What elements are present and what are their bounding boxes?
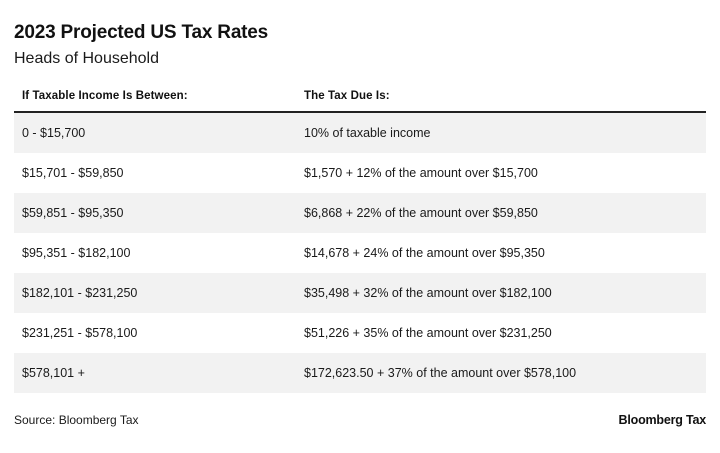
table-row xyxy=(14,153,706,193)
source-note: Source: Bloomberg Tax xyxy=(14,413,139,427)
cell-tax-due: 10% of taxable income xyxy=(296,112,706,153)
page-title: 2023 Projected US Tax Rates xyxy=(14,22,269,43)
table-row xyxy=(14,233,706,273)
table-row xyxy=(14,193,706,233)
cell-tax-due: $6,868 + 22% of the amount over $59,850 xyxy=(296,193,706,233)
cell-income-range: 0 - $15,700 xyxy=(14,112,296,153)
page-subtitle: Heads of Household xyxy=(14,50,159,67)
table-header-row xyxy=(14,90,706,112)
cell-tax-due: $172,623.50 + 37% of the amount over $578,100 xyxy=(296,353,706,393)
footer xyxy=(14,413,706,431)
table-row xyxy=(14,313,706,353)
table-body xyxy=(14,112,706,393)
cell-income-range: $95,351 - $182,100 xyxy=(14,233,296,273)
cell-income-range: $15,701 - $59,850 xyxy=(14,153,296,193)
cell-income-range: $231,251 - $578,100 xyxy=(14,313,296,353)
cell-income-range: $578,101 + xyxy=(14,353,296,393)
cell-tax-due: $1,570 + 12% of the amount over $15,700 xyxy=(296,153,706,193)
tax-brackets-table xyxy=(14,90,706,393)
cell-income-range: $59,851 - $95,350 xyxy=(14,193,296,233)
table-header xyxy=(14,90,706,112)
table-row xyxy=(14,353,706,393)
cell-tax-due: $35,498 + 32% of the amount over $182,100 xyxy=(296,273,706,313)
cell-tax-due: $51,226 + 35% of the amount over $231,250 xyxy=(296,313,706,353)
cell-income-range: $182,101 - $231,250 xyxy=(14,273,296,313)
bloomberg-tax-logo: Bloomberg Tax xyxy=(618,413,706,427)
column-header-income-range: If Taxable Income Is Between: xyxy=(22,90,188,102)
table-row xyxy=(14,273,706,313)
table-row xyxy=(14,112,706,153)
column-header-tax-due: The Tax Due Is: xyxy=(304,90,390,102)
cell-tax-due: $14,678 + 24% of the amount over $95,350 xyxy=(296,233,706,273)
